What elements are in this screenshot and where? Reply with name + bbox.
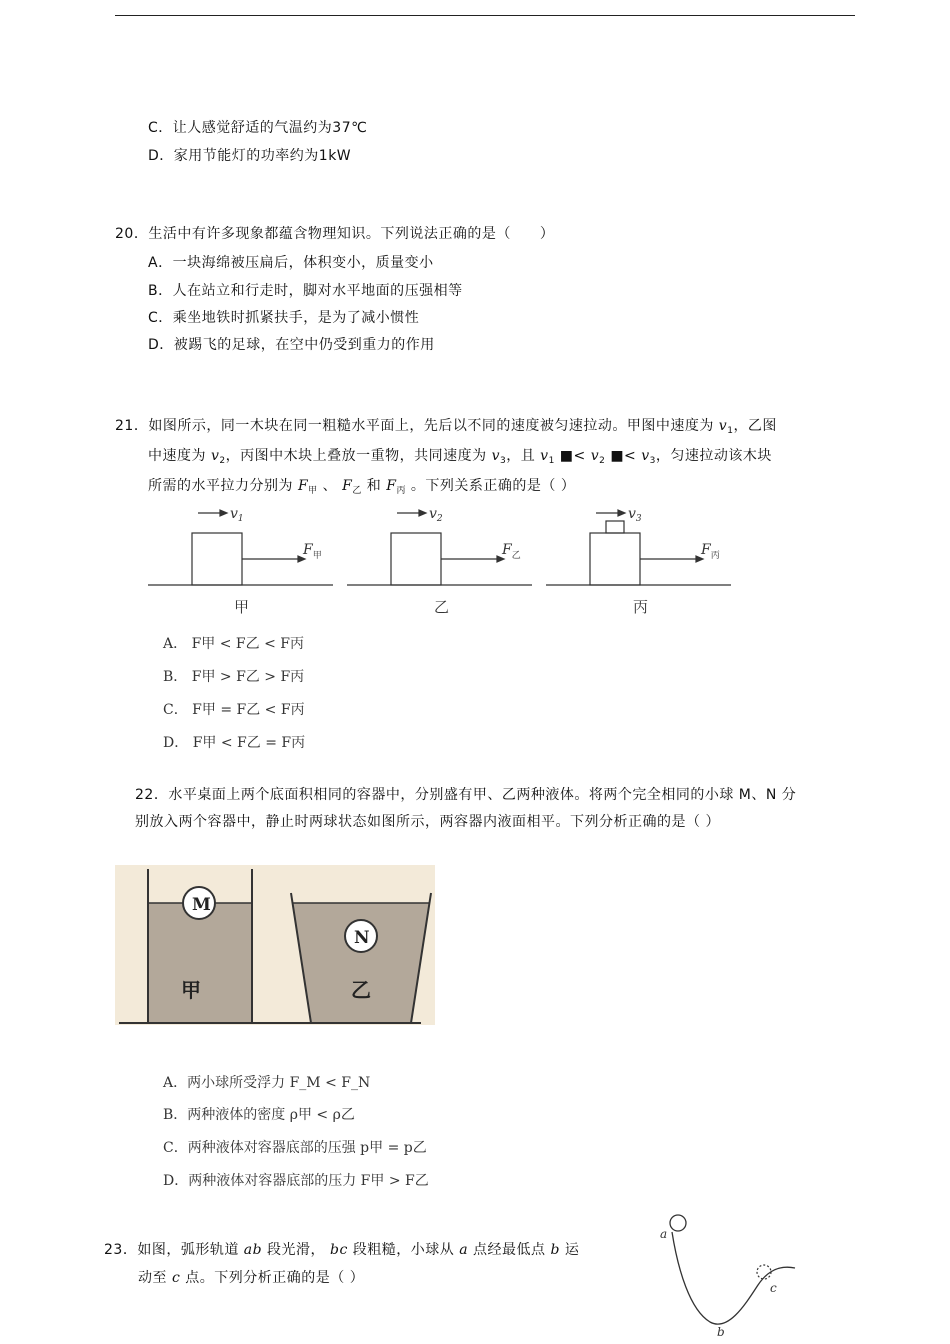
caption-yi: 乙 (434, 598, 450, 616)
label-b: b (717, 1325, 725, 1339)
q22-option-d: D．两种液体对容器底部的压力 F甲 > F乙 (163, 1173, 429, 1189)
block-jia (192, 533, 242, 585)
liquid-jia-label: 甲 (181, 978, 201, 1002)
q22-option-c: C．两种液体对容器底部的压强 p甲 = p乙 (163, 1140, 427, 1156)
velocity-arrowhead-jia (220, 510, 227, 516)
header-rule (115, 15, 855, 16)
ball-m-label: M (192, 895, 211, 915)
q23-figure (650, 1210, 810, 1340)
ball-a (670, 1215, 686, 1231)
q23-stem-line2: 动至 c 点。下列分析正确的是（ ） (138, 1270, 365, 1286)
caption-bing: 丙 (633, 598, 649, 616)
label-f-bing: $F_丙$ (701, 542, 720, 561)
q19-option-c: C．让人感觉舒适的气温约为37℃ (148, 120, 368, 136)
caption-jia: 甲 (234, 598, 250, 616)
label-v1: $v_1$ (230, 506, 244, 524)
q20-option-a: A．一块海绵被压扁后，体积变小，质量变小 (148, 255, 434, 271)
q21-stem-line3: 所需的水平拉力分别为 $F_甲$ 、 $F_乙$ 和 $F_丙$ 。下列关系正确的是（ ） (148, 478, 576, 496)
q21-option-a: A． F甲 < F乙 < F丙 (163, 636, 304, 652)
q22-option-a: A．两小球所受浮力 F_M < F_N (163, 1075, 371, 1091)
track-curve (672, 1232, 795, 1324)
velocity-arrowhead-yi (419, 510, 426, 516)
liquid-yi-label: 乙 (351, 978, 371, 1002)
q20-option-d: D．被踢飞的足球，在空中仍受到重力的作用 (148, 337, 435, 353)
block-yi (391, 533, 441, 585)
q20-option-c: C．乘坐地铁时抓紧扶手，是为了减小惯性 (148, 310, 420, 326)
velocity-arrowhead-bing (618, 510, 625, 516)
q22-stem-line2: 别放入两个容器中，静止时两球状态如图所示，两容器内液面相平。下列分析正确的是（ ） (135, 814, 720, 830)
q20-stem: 20．生活中有许多现象都蕴含物理知识。下列说法正确的是（ ） (115, 226, 555, 242)
q20-option-b: B．人在站立和行走时，脚对水平地面的压强相等 (148, 283, 463, 299)
ball-n-label: N (354, 928, 370, 948)
label-v3: $v_3$ (628, 506, 642, 524)
liquid-jia (148, 903, 252, 1023)
weight-bing (606, 521, 624, 533)
label-c: c (770, 1281, 777, 1295)
q21-option-d: D． F甲 < F乙 = F丙 (163, 735, 306, 751)
q19-option-d: D．家用节能灯的功率约为1kW (148, 148, 352, 164)
q21-option-c: C． F甲 = F乙 < F丙 (163, 702, 305, 718)
q21-stem-line1: 21．如图所示，同一木块在同一粗糙水平面上，先后以不同的速度被匀速拉动。甲图中速度为 $v_1$，乙图 (115, 418, 777, 436)
q21-stem-line2: 中速度为 $v_2$，丙图中木块上叠放一重物，共同速度为 $v_3$，且 $v_1$ ■< $v_2$ ■< $v_3$，匀速拉动该木块 (148, 448, 772, 466)
q22-figure (115, 865, 435, 1025)
label-f-yi: $F_乙$ (502, 542, 521, 561)
q21-figure (140, 502, 740, 622)
label-v2: $v_2$ (429, 506, 443, 524)
label-a: a (660, 1227, 668, 1241)
q23-stem-line1: 23．如图，弧形轨道 ab 段光滑， bc 段粗糙，小球从 a 点经最低点 b 运 (104, 1242, 580, 1258)
q22-stem-line1: 22．水平桌面上两个底面积相同的容器中，分别盛有甲、乙两种液体。将两个完全相同的小球 M、N 分 (135, 787, 797, 803)
q21-option-b: B． F甲 > F乙 > F丙 (163, 669, 305, 685)
label-f-jia: $F_甲$ (303, 542, 322, 561)
q22-option-b: B．两种液体的密度 ρ甲 < ρ乙 (163, 1107, 355, 1123)
block-bing (590, 533, 640, 585)
